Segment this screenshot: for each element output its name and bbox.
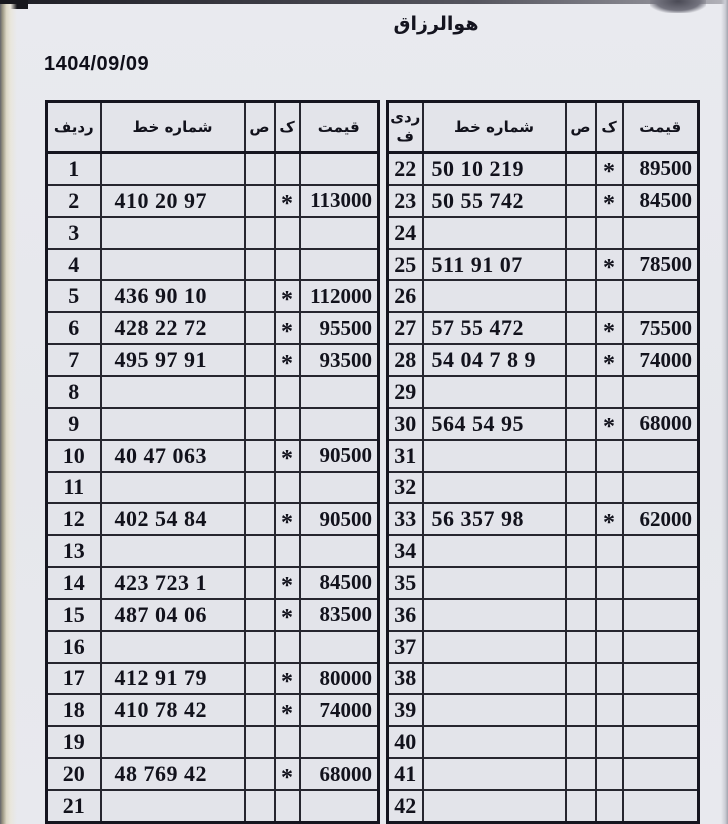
kaf-cell: * xyxy=(275,312,300,344)
row-number-cell: 42 xyxy=(388,790,423,823)
header-row xyxy=(388,102,699,153)
header-sad: ص xyxy=(566,102,596,153)
sad-cell xyxy=(245,472,275,504)
row-number-cell: 24 xyxy=(388,217,423,249)
row-number-cell: 27 xyxy=(388,312,423,344)
row-number-cell: 8 xyxy=(47,376,101,408)
price-cell xyxy=(623,663,699,695)
sad-cell xyxy=(566,312,596,344)
price-cell xyxy=(623,631,699,663)
price-table-right xyxy=(386,100,700,824)
row-number-cell: 34 xyxy=(388,535,423,567)
line-number-cell xyxy=(423,663,566,695)
line-number-cell: 412 91 79 xyxy=(101,663,245,695)
price-cell xyxy=(300,631,379,663)
price-tables xyxy=(45,100,700,824)
line-number-cell xyxy=(101,472,245,504)
table-row xyxy=(388,567,699,599)
line-number-cell xyxy=(101,631,245,663)
price-cell: 90500 xyxy=(300,440,379,472)
table-row xyxy=(47,694,379,726)
sad-cell xyxy=(245,599,275,631)
kaf-cell: * xyxy=(275,694,300,726)
price-cell xyxy=(623,694,699,726)
header-price: قیمت xyxy=(623,102,699,153)
line-number-cell xyxy=(423,217,566,249)
header-line-number: شماره خط xyxy=(423,102,566,153)
paper-left-edge-shadow xyxy=(0,4,17,824)
table-row xyxy=(388,185,699,217)
kaf-cell xyxy=(596,217,623,249)
price-cell: 93500 xyxy=(300,344,379,376)
kaf-cell xyxy=(596,440,623,472)
row-number-cell: 36 xyxy=(388,599,423,631)
row-number-cell: 15 xyxy=(47,599,101,631)
table-row xyxy=(388,472,699,504)
kaf-cell xyxy=(596,472,623,504)
line-number-cell: 402 54 84 xyxy=(101,503,245,535)
kaf-cell xyxy=(596,376,623,408)
line-number-cell xyxy=(423,631,566,663)
row-number-cell: 38 xyxy=(388,663,423,695)
sad-cell xyxy=(566,376,596,408)
table-row xyxy=(388,726,699,758)
sad-cell xyxy=(245,344,275,376)
price-cell xyxy=(300,217,379,249)
line-number-cell: 410 20 97 xyxy=(101,185,245,217)
price-cell: 74000 xyxy=(300,694,379,726)
table-row xyxy=(47,503,379,535)
row-number-cell: 31 xyxy=(388,440,423,472)
price-cell xyxy=(300,249,379,281)
row-number-cell: 12 xyxy=(47,503,101,535)
sad-cell xyxy=(245,535,275,567)
line-number-cell: 40 47 063 xyxy=(101,440,245,472)
sad-cell xyxy=(245,440,275,472)
table-row xyxy=(388,408,699,440)
kaf-cell: * xyxy=(275,440,300,472)
sad-cell xyxy=(245,694,275,726)
price-cell xyxy=(623,280,699,312)
kaf-cell: * xyxy=(596,249,623,281)
line-number-cell: 57 55 472 xyxy=(423,312,566,344)
table-row xyxy=(47,726,379,758)
row-number-cell: 6 xyxy=(47,312,101,344)
price-cell: 95500 xyxy=(300,312,379,344)
line-number-cell: 495 97 91 xyxy=(101,344,245,376)
row-number-cell: 9 xyxy=(47,408,101,440)
price-cell xyxy=(623,376,699,408)
row-number-cell: 14 xyxy=(47,567,101,599)
kaf-cell: * xyxy=(275,344,300,376)
line-number-cell: 50 55 742 xyxy=(423,185,566,217)
header-radif: ردیف xyxy=(47,102,101,153)
table-row xyxy=(388,694,699,726)
price-cell xyxy=(623,599,699,631)
line-number-cell xyxy=(423,376,566,408)
row-number-cell: 7 xyxy=(47,344,101,376)
table-row xyxy=(47,312,379,344)
price-cell: 84500 xyxy=(300,567,379,599)
row-number-cell: 5 xyxy=(47,280,101,312)
table-row xyxy=(388,376,699,408)
table-row xyxy=(388,631,699,663)
scan-top-right-smudge xyxy=(650,0,706,13)
date-label: 1404/09/09 xyxy=(44,53,150,75)
table-row xyxy=(47,472,379,504)
line-number-cell: 48 769 42 xyxy=(101,758,245,790)
table-row xyxy=(388,440,699,472)
sad-cell xyxy=(566,599,596,631)
row-number-cell: 23 xyxy=(388,185,423,217)
kaf-cell xyxy=(596,280,623,312)
line-number-cell xyxy=(423,726,566,758)
kaf-cell xyxy=(275,790,300,823)
row-number-cell: 32 xyxy=(388,472,423,504)
header-radif xyxy=(388,102,423,153)
price-cell: 68000 xyxy=(300,758,379,790)
line-number-cell xyxy=(101,535,245,567)
row-number-cell: 39 xyxy=(388,694,423,726)
row-number-cell: 41 xyxy=(388,758,423,790)
row-number-cell: 4 xyxy=(47,249,101,281)
line-number-cell xyxy=(423,758,566,790)
kaf-cell xyxy=(596,790,623,823)
line-number-cell xyxy=(423,567,566,599)
sad-cell xyxy=(566,694,596,726)
price-cell xyxy=(623,758,699,790)
table-row xyxy=(47,249,379,281)
sad-cell xyxy=(566,472,596,504)
price-cell xyxy=(623,217,699,249)
sad-cell xyxy=(566,440,596,472)
price-cell xyxy=(300,376,379,408)
line-number-cell xyxy=(101,153,245,185)
line-number-cell: 511 91 07 xyxy=(423,249,566,281)
kaf-cell xyxy=(275,472,300,504)
price-cell xyxy=(623,726,699,758)
header-kaf: ک xyxy=(275,102,300,153)
price-cell: 62000 xyxy=(623,503,699,535)
table-row xyxy=(388,280,699,312)
price-cell: 68000 xyxy=(623,408,699,440)
kaf-cell xyxy=(596,726,623,758)
table-row xyxy=(388,153,699,185)
sad-cell xyxy=(245,790,275,823)
kaf-cell: * xyxy=(275,567,300,599)
line-number-cell xyxy=(423,694,566,726)
paper-right-edge-shadow xyxy=(721,0,728,824)
header-radif-line1: ردی xyxy=(390,108,421,127)
sad-cell xyxy=(245,217,275,249)
sad-cell xyxy=(245,663,275,695)
price-cell xyxy=(300,408,379,440)
row-number-cell: 1 xyxy=(47,153,101,185)
table-row xyxy=(388,663,699,695)
sad-cell xyxy=(245,726,275,758)
price-cell: 83500 xyxy=(300,599,379,631)
sad-cell xyxy=(245,249,275,281)
sad-cell xyxy=(245,631,275,663)
price-cell xyxy=(623,440,699,472)
row-number-cell: 26 xyxy=(388,280,423,312)
row-number-cell: 13 xyxy=(47,535,101,567)
line-number-cell: 564 54 95 xyxy=(423,408,566,440)
price-cell xyxy=(623,535,699,567)
sad-cell xyxy=(566,535,596,567)
row-number-cell: 35 xyxy=(388,567,423,599)
kaf-cell: * xyxy=(596,185,623,217)
line-number-cell xyxy=(101,726,245,758)
kaf-cell xyxy=(596,535,623,567)
sad-cell xyxy=(245,408,275,440)
sad-cell xyxy=(566,758,596,790)
header-line-number: شماره خط xyxy=(101,102,245,153)
row-number-cell: 17 xyxy=(47,663,101,695)
table-row xyxy=(388,599,699,631)
kaf-cell xyxy=(275,535,300,567)
line-number-cell xyxy=(423,790,566,823)
table-row xyxy=(388,503,699,535)
kaf-cell xyxy=(275,408,300,440)
kaf-cell: * xyxy=(275,599,300,631)
scan-top-edge xyxy=(0,0,728,4)
table-row xyxy=(388,312,699,344)
line-number-cell xyxy=(423,472,566,504)
kaf-cell: * xyxy=(275,758,300,790)
table-row xyxy=(388,790,699,823)
header-radif-line2: ف xyxy=(396,127,414,145)
kaf-cell: * xyxy=(596,344,623,376)
header-row xyxy=(47,102,379,153)
kaf-cell xyxy=(275,153,300,185)
sad-cell xyxy=(245,758,275,790)
sad-cell xyxy=(245,185,275,217)
header-sad: ص xyxy=(245,102,275,153)
row-number-cell: 40 xyxy=(388,726,423,758)
sad-cell xyxy=(566,503,596,535)
table-row xyxy=(47,185,379,217)
kaf-cell: * xyxy=(275,663,300,695)
sad-cell xyxy=(566,280,596,312)
line-number-cell: 428 22 72 xyxy=(101,312,245,344)
header-kaf: ک xyxy=(596,102,623,153)
line-number-cell xyxy=(423,535,566,567)
price-cell: 75500 xyxy=(623,312,699,344)
line-number-cell: 410 78 42 xyxy=(101,694,245,726)
line-number-cell: 56 357 98 xyxy=(423,503,566,535)
row-number-cell: 20 xyxy=(47,758,101,790)
row-number-cell: 10 xyxy=(47,440,101,472)
line-number-cell: 54 04 7 8 9 xyxy=(423,344,566,376)
price-cell xyxy=(300,153,379,185)
header-price: قیمت xyxy=(300,102,379,153)
row-number-cell: 16 xyxy=(47,631,101,663)
kaf-cell: * xyxy=(275,280,300,312)
row-number-cell: 19 xyxy=(47,726,101,758)
kaf-cell: * xyxy=(596,312,623,344)
sad-cell xyxy=(566,726,596,758)
kaf-cell xyxy=(596,758,623,790)
table-row xyxy=(47,344,379,376)
line-number-cell xyxy=(423,280,566,312)
price-cell: 90500 xyxy=(300,503,379,535)
table-row xyxy=(388,758,699,790)
sad-cell xyxy=(566,249,596,281)
kaf-cell: * xyxy=(596,503,623,535)
table-row xyxy=(47,376,379,408)
sad-cell xyxy=(566,344,596,376)
sad-cell xyxy=(566,790,596,823)
kaf-cell: * xyxy=(275,185,300,217)
price-cell xyxy=(623,567,699,599)
table-row xyxy=(47,408,379,440)
sad-cell xyxy=(566,153,596,185)
line-number-cell xyxy=(101,408,245,440)
row-number-cell: 30 xyxy=(388,408,423,440)
table-row xyxy=(47,599,379,631)
line-number-cell xyxy=(423,599,566,631)
sad-cell xyxy=(566,185,596,217)
table-row xyxy=(47,631,379,663)
sad-cell xyxy=(245,280,275,312)
row-number-cell: 33 xyxy=(388,503,423,535)
line-number-cell: 50 10 219 xyxy=(423,153,566,185)
price-cell: 74000 xyxy=(623,344,699,376)
kaf-cell: * xyxy=(596,153,623,185)
kaf-cell xyxy=(275,631,300,663)
table-row xyxy=(388,344,699,376)
sad-cell xyxy=(566,408,596,440)
kaf-cell xyxy=(275,217,300,249)
line-number-cell xyxy=(423,440,566,472)
sad-cell xyxy=(245,567,275,599)
kaf-cell xyxy=(275,726,300,758)
page-title: هوالرزاق xyxy=(393,13,479,35)
line-number-cell xyxy=(101,790,245,823)
kaf-cell xyxy=(596,694,623,726)
row-number-cell: 2 xyxy=(47,185,101,217)
row-number-cell: 37 xyxy=(388,631,423,663)
kaf-cell xyxy=(596,631,623,663)
price-cell: 78500 xyxy=(623,249,699,281)
kaf-cell xyxy=(596,567,623,599)
kaf-cell xyxy=(596,599,623,631)
kaf-cell xyxy=(275,376,300,408)
line-number-cell: 487 04 06 xyxy=(101,599,245,631)
table-row xyxy=(47,280,379,312)
line-number-cell: 436 90 10 xyxy=(101,280,245,312)
kaf-cell: * xyxy=(596,408,623,440)
table-row xyxy=(47,217,379,249)
row-number-cell: 25 xyxy=(388,249,423,281)
table-row xyxy=(47,663,379,695)
table-row xyxy=(47,567,379,599)
row-number-cell: 11 xyxy=(47,472,101,504)
sad-cell xyxy=(245,312,275,344)
row-number-cell: 3 xyxy=(47,217,101,249)
sad-cell xyxy=(566,217,596,249)
row-number-cell: 21 xyxy=(47,790,101,823)
row-number-cell: 29 xyxy=(388,376,423,408)
table-row xyxy=(47,153,379,185)
price-cell xyxy=(300,472,379,504)
sad-cell xyxy=(245,503,275,535)
row-number-cell: 22 xyxy=(388,153,423,185)
line-number-cell xyxy=(101,376,245,408)
price-table-left xyxy=(45,100,380,824)
sad-cell xyxy=(566,567,596,599)
price-cell: 80000 xyxy=(300,663,379,695)
table-row xyxy=(47,535,379,567)
price-cell xyxy=(300,535,379,567)
line-number-cell: 423 723 1 xyxy=(101,567,245,599)
kaf-cell: * xyxy=(275,503,300,535)
kaf-cell xyxy=(596,663,623,695)
price-cell xyxy=(300,790,379,823)
price-cell xyxy=(623,790,699,823)
price-cell xyxy=(300,726,379,758)
price-cell: 112000 xyxy=(300,280,379,312)
sad-cell xyxy=(245,376,275,408)
table-row xyxy=(47,758,379,790)
row-number-cell: 28 xyxy=(388,344,423,376)
sad-cell xyxy=(245,153,275,185)
table-row xyxy=(388,249,699,281)
kaf-cell xyxy=(275,249,300,281)
sad-cell xyxy=(566,631,596,663)
line-number-cell xyxy=(101,249,245,281)
table-row xyxy=(388,535,699,567)
price-cell: 113000 xyxy=(300,185,379,217)
row-number-cell: 18 xyxy=(47,694,101,726)
price-cell: 89500 xyxy=(623,153,699,185)
table-row xyxy=(47,440,379,472)
table-row xyxy=(388,217,699,249)
sad-cell xyxy=(566,663,596,695)
table-row xyxy=(47,790,379,823)
line-number-cell xyxy=(101,217,245,249)
price-cell xyxy=(623,472,699,504)
price-cell: 84500 xyxy=(623,185,699,217)
